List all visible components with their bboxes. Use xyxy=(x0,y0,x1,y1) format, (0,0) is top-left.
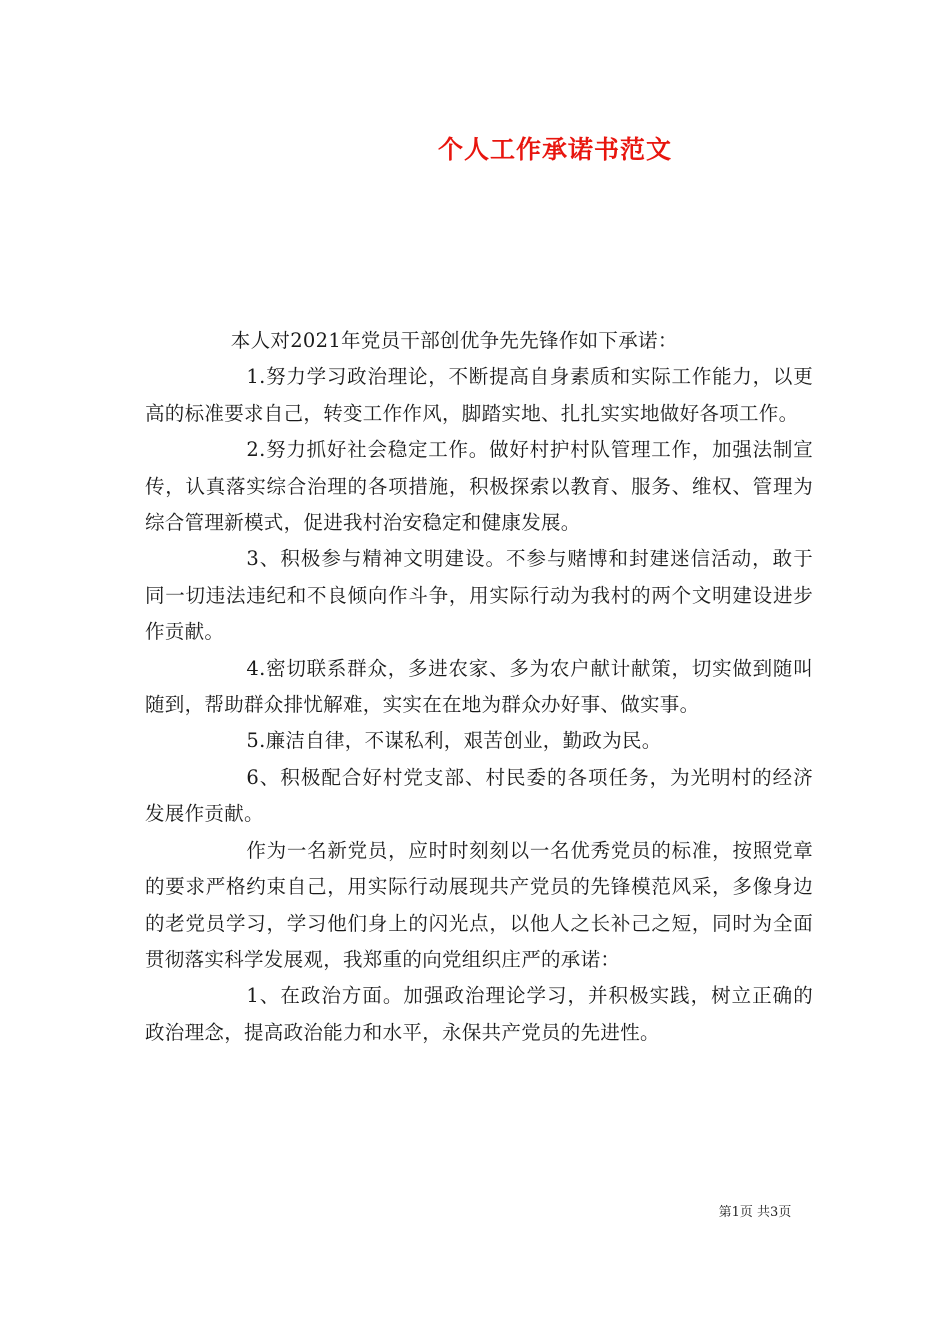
paragraph-item-5: 5.廉洁自律，不谋私利，艰苦创业，勤政为民。 xyxy=(246,729,662,753)
paragraph-item-2: 2.努力抓好社会稳定工作。做好村护村队管理工作，加强法制宣传，认真落实综合治理的各项措施，积极探索以教育、服务、维权、管理为综合管理新模式，促进我村治安稳定和健康发展。 xyxy=(145,438,813,535)
document-body xyxy=(145,323,813,1051)
page-number: 第1页 共3页 xyxy=(718,1205,792,1220)
paragraph-intro: 本人对2021年党员干部创优争先先锋作如下承诺： xyxy=(230,329,678,352)
paragraph-pledge: 作为一名新党员，应时时刻刻以一名优秀党员的标准，按照党章的要求严格约束自己，用实际行动展现共产党员的先锋模范风采，多像身边的老党员学习，学习他们身上的闪光点，以他人之长补己之短，同时为全面贯彻落实科学发展观，我郑重的向党组织庄严的承诺： xyxy=(145,838,813,971)
paragraph-item-1: 1.努力学习政治理论，不断提高自身素质和实际工作能力，以更高的标准要求自己，转变工作作风，脚踏实地、扎扎实实地做好各项工作。 xyxy=(145,365,813,425)
paragraph-item-4: 4.密切联系群众，多进农家、多为农户献计献策，切实做到随叫随到，帮助群众排忧解难，实实在在地为群众办好事、做实事。 xyxy=(145,656,813,717)
paragraph-item-6: 6、积极配合好村党支部、村民委的各项任务，为光明村的经济发展作贡献。 xyxy=(145,765,813,826)
document-title: 个人工作承诺书范文 xyxy=(437,135,672,164)
paragraph-item-3: 3、积极参与精神文明建设。不参与赌博和封建迷信活动，敢于同一切违法违纪和不良倾向作斗争，用实际行动为我村的两个文明建设进步作贡献。 xyxy=(145,547,813,644)
paragraph-political: 1、在政治方面。加强政治理论学习，并积极实践，树立正确的政治理念，提高政治能力和水平，永保共产党员的先进性。 xyxy=(145,984,813,1044)
